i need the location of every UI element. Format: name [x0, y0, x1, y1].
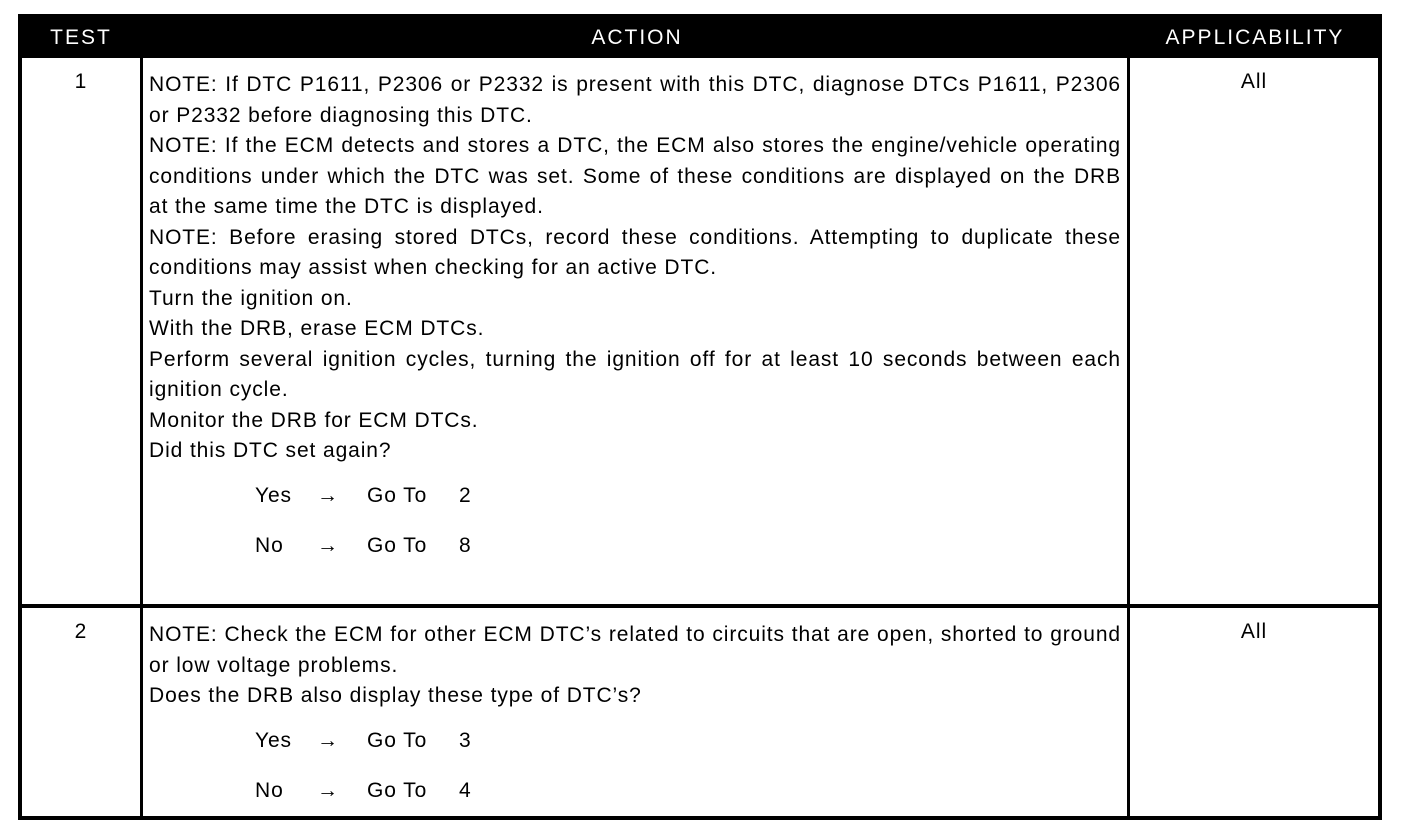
action-line: Monitor the DRB for ECM DTCs. — [149, 408, 479, 432]
test-number: 2 — [74, 620, 88, 643]
goto-text: Go To — [367, 778, 428, 802]
action-line: NOTE: If DTC P1611, P2306 or P2332 is present with this DTC, diagnose DTCs P1611, P2306 or P2332 before diagnosing this DTC. — [149, 73, 1121, 127]
diagnostic-test-table — [18, 14, 1382, 820]
arrow-icon: → — [317, 533, 339, 557]
action-cell — [149, 58, 1121, 581]
answer-options — [149, 481, 1121, 581]
answer-no — [255, 776, 1121, 826]
action-line: NOTE: Before erasing stored DTCs, record these conditions. Attempting to duplicate these conditions may assist when checking for an active DTC. — [149, 225, 1121, 279]
applicability-cell: All — [1240, 620, 1268, 643]
action-line: Does the DRB also display these type of DTC’s? — [149, 684, 642, 707]
answer-label: Yes — [255, 483, 292, 507]
answer-label: No — [255, 778, 284, 802]
goto-text: Go To — [367, 483, 428, 507]
action-line: NOTE: If the ECM detects and stores a DTC, the ECM also stores the engine/vehicle operating conditions under which the DTC was set. Some of these conditions are displayed on the DRB at the same time the DTC is displayed. — [149, 134, 1121, 218]
table-row — [22, 58, 1378, 604]
answer-options — [149, 726, 1121, 826]
goto-target: 8 — [459, 533, 472, 557]
action-line: With the DRB, erase ECM DTCs. — [149, 317, 485, 340]
goto-target: 3 — [459, 728, 472, 752]
applicability-cell: All — [1240, 70, 1268, 93]
goto-target: 4 — [459, 778, 472, 802]
table-row — [22, 608, 1378, 816]
action-line: Did this DTC set again? — [149, 439, 392, 462]
goto-text: Go To — [367, 533, 428, 557]
arrow-icon: → — [317, 483, 339, 507]
answer-label: No — [255, 533, 284, 557]
goto-target: 2 — [459, 483, 472, 507]
header-action: ACTION — [591, 26, 683, 49]
action-line: NOTE: Check the ECM for other ECM DTC’s related to circuits that are open, shorted to ground or low voltage problems. — [149, 623, 1121, 677]
answer-yes — [255, 726, 1121, 776]
action-cell — [149, 608, 1121, 826]
arrow-icon: → — [317, 778, 339, 802]
answer-yes — [255, 481, 1121, 531]
answer-label: Yes — [255, 728, 292, 752]
goto-text: Go To — [367, 728, 428, 752]
answer-no — [255, 531, 1121, 581]
arrow-icon: → — [317, 728, 339, 752]
header-test: TEST — [50, 26, 112, 49]
action-line: Turn the ignition on. — [149, 286, 353, 310]
header-applicability: APPLICABILITY — [1165, 26, 1345, 49]
action-line: Perform several ignition cycles, turning the ignition off for at least 10 seconds between each ignition cycle. — [149, 347, 1121, 401]
test-number: 1 — [74, 70, 88, 93]
table-header — [22, 18, 1378, 58]
